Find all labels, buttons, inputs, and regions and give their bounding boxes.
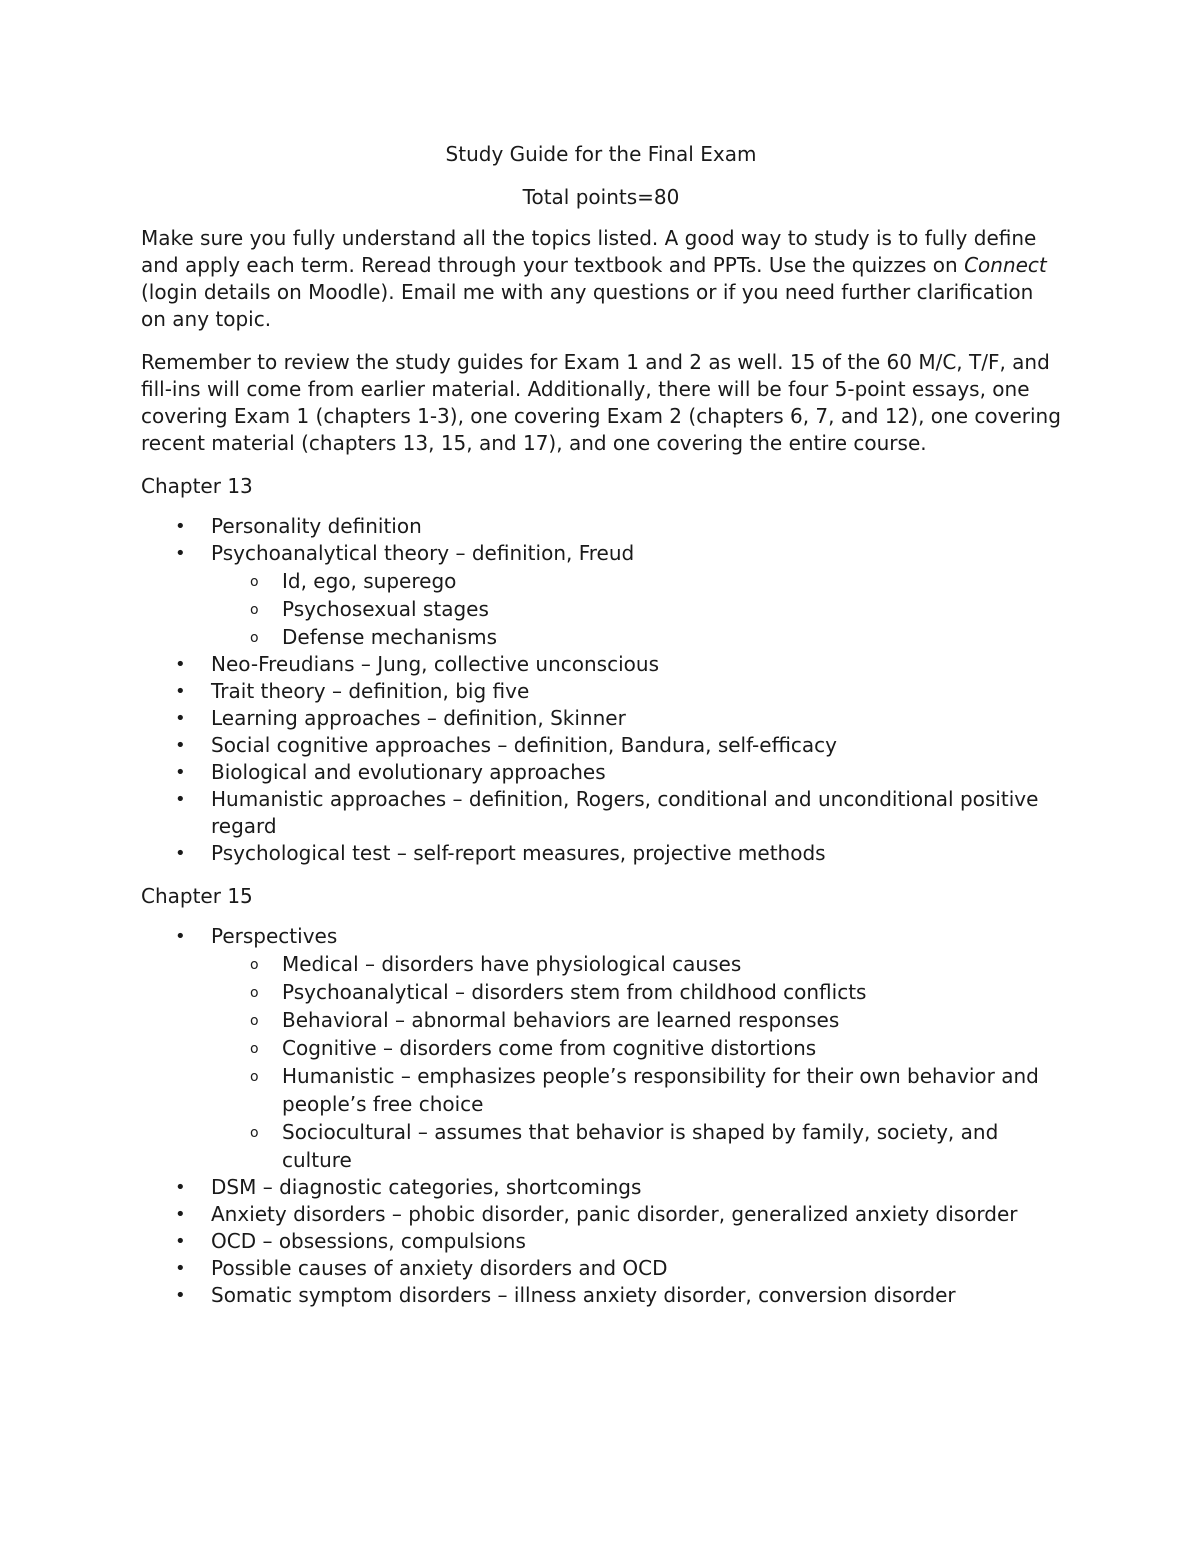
list-item-text: Psychoanalytical theory – definition, Freud: [211, 541, 635, 565]
list-item-text: Humanistic approaches – definition, Rogers, conditional and unconditional positive regard: [211, 787, 1039, 838]
intro-text-2: (login details on Moodle). Email me with any questions or if you need further clarification on any topic.: [141, 280, 1034, 331]
list-item: [141, 651, 1061, 678]
bullet-icon: •: [175, 735, 186, 756]
sub-list-item: [141, 1034, 1061, 1062]
bullet-icon: •: [175, 543, 186, 564]
document-page: [141, 140, 1061, 1309]
list-item: [141, 1201, 1061, 1228]
list-item-text: Trait theory – definition, big five: [211, 679, 530, 703]
sub-list-item-text: Sociocultural – assumes that behavior is shaped by family, society, and culture: [282, 1120, 999, 1172]
bullet-icon: •: [175, 681, 186, 702]
bullet-icon: •: [175, 762, 186, 783]
sub-list-item-text: Psychoanalytical – disorders stem from childhood conflicts: [282, 980, 867, 1004]
bullet-icon: •: [175, 1231, 186, 1252]
sub-list-item: [141, 1062, 1061, 1118]
chapter-15-list: [141, 923, 1061, 1309]
sub-list-item-text: Humanistic – emphasizes people’s responsibility for their own behavior and people’s free choice: [282, 1064, 1039, 1116]
perspectives-sublist: [211, 950, 1061, 1174]
freud-sublist: [211, 567, 1061, 651]
circle-bullet-icon: o: [250, 602, 259, 618]
list-item-text: Somatic symptom disorders – illness anxiety disorder, conversion disorder: [211, 1283, 956, 1307]
sub-list-item: [141, 950, 1061, 978]
bullet-icon: •: [175, 1258, 186, 1279]
sub-list-item-text: Cognitive – disorders come from cognitive distortions: [282, 1036, 817, 1060]
sub-list-item-text: Id, ego, superego: [282, 569, 457, 593]
circle-bullet-icon: o: [250, 574, 259, 590]
list-item: [141, 1255, 1061, 1282]
list-item: [141, 759, 1061, 786]
bullet-icon: •: [175, 789, 186, 810]
circle-bullet-icon: o: [250, 1125, 259, 1141]
list-item: [141, 923, 1061, 1174]
sub-list-item-text: Medical – disorders have physiological causes: [282, 952, 742, 976]
list-item-text: Perspectives: [211, 924, 338, 948]
intro-text-1: Make sure you fully understand all the topics listed. A good way to study is to fully define and apply each term. Reread through your textbook and PPTs. Use the quizzes on: [141, 226, 1037, 277]
chapter-13-list: [141, 513, 1061, 867]
list-item: [141, 540, 1061, 651]
sub-list-item: [141, 567, 1061, 595]
chapter-13-heading: Chapter 13: [141, 474, 253, 498]
sub-list-item-text: Defense mechanisms: [282, 625, 498, 649]
sub-list-item: [141, 1118, 1061, 1174]
list-item-text: Psychological test – self-report measures, projective methods: [211, 841, 826, 865]
bullet-icon: •: [175, 1204, 186, 1225]
bullet-icon: •: [175, 1177, 186, 1198]
circle-bullet-icon: o: [250, 630, 259, 646]
document-title: Study Guide for the Final Exam: [445, 142, 757, 166]
list-item-text: Possible causes of anxiety disorders and OCD: [211, 1256, 668, 1280]
bullet-icon: •: [175, 708, 186, 729]
circle-bullet-icon: o: [250, 1013, 259, 1029]
sub-list-item: [141, 978, 1061, 1006]
list-item-text: Personality definition: [211, 514, 422, 538]
list-item: [141, 786, 1061, 840]
list-item-text: Anxiety disorders – phobic disorder, panic disorder, generalized anxiety disorder: [211, 1202, 1018, 1226]
connect-italic: Connect: [964, 253, 1047, 277]
bullet-icon: •: [175, 843, 186, 864]
circle-bullet-icon: o: [250, 957, 259, 973]
list-item: [141, 678, 1061, 705]
chapter-15-heading: Chapter 15: [141, 884, 253, 908]
sub-list-item-text: Behavioral – abnormal behaviors are learned responses: [282, 1008, 840, 1032]
list-item-text: Learning approaches – definition, Skinner: [211, 706, 626, 730]
circle-bullet-icon: o: [250, 1069, 259, 1085]
list-item: [141, 1228, 1061, 1255]
reminder-paragraph: Remember to review the study guides for Exam 1 and 2 as well. 15 of the 60 M/C, T/F, and fill-ins will come from earlier material. Additionally, there will be four 5-point essays, one covering Exam 1 (chapters 1-3), one covering Exam 2 (chapters 6, 7, and 12), one covering recent material (chapters 13, 15, and 17), and one covering the entire course.: [141, 350, 1061, 455]
circle-bullet-icon: o: [250, 1041, 259, 1057]
bullet-icon: •: [175, 1285, 186, 1306]
sub-list-item: [141, 623, 1061, 651]
sub-list-item: [141, 1006, 1061, 1034]
list-item-text: Social cognitive approaches – definition, Bandura, self-efficacy: [211, 733, 837, 757]
sub-list-item-text: Psychosexual stages: [282, 597, 489, 621]
list-item-text: Biological and evolutionary approaches: [211, 760, 606, 784]
circle-bullet-icon: o: [250, 985, 259, 1001]
list-item: [141, 1174, 1061, 1201]
list-item-text: OCD – obsessions, compulsions: [211, 1229, 526, 1253]
list-item: [141, 1282, 1061, 1309]
list-item: [141, 732, 1061, 759]
bullet-icon: •: [175, 654, 186, 675]
total-points: Total points=80: [522, 185, 680, 209]
bullet-icon: •: [175, 516, 186, 537]
bullet-icon: •: [175, 926, 186, 947]
sub-list-item: [141, 595, 1061, 623]
list-item-text: Neo-Freudians – Jung, collective unconscious: [211, 652, 659, 676]
list-item-text: DSM – diagnostic categories, shortcomings: [211, 1175, 642, 1199]
intro-paragraph: [141, 225, 1061, 333]
list-item: [141, 705, 1061, 732]
list-item: [141, 840, 1061, 867]
list-item: [141, 513, 1061, 540]
